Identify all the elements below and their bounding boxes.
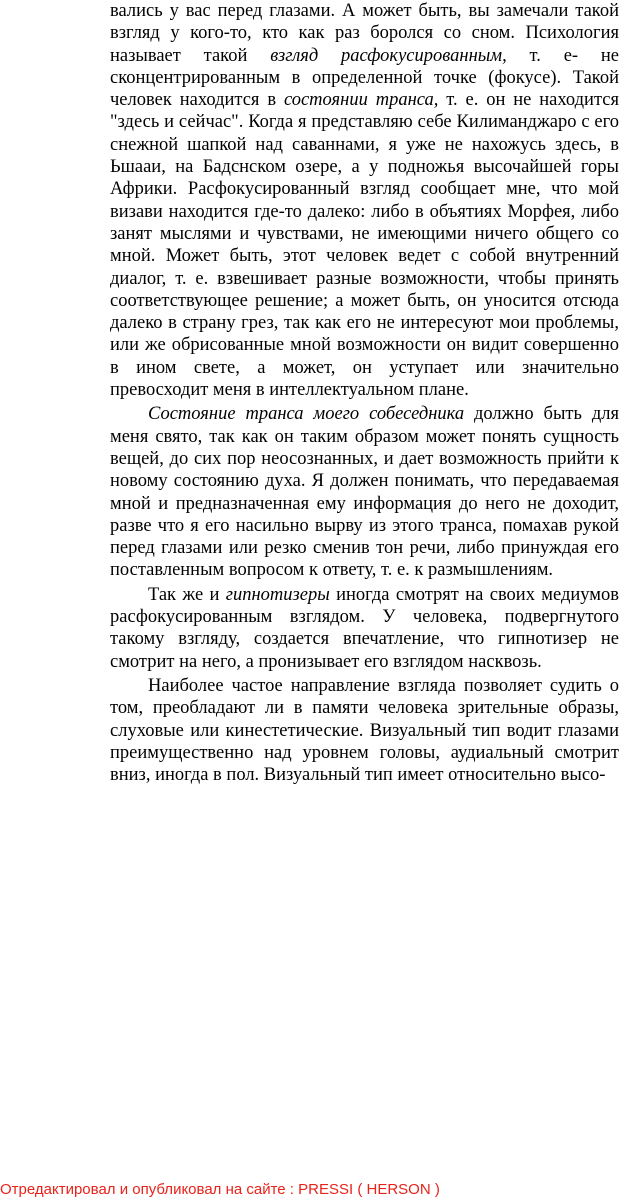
document-body: [110, 0, 619, 786]
text-run: т. е. он не находится "здесь и сейчас". Когда я представляю себе Килиманджаро с его снежной шапкой над саваннами, я уже не нахожусь здесь, в Ьшааи, на Бадснском озере, а у подножья высочайшей горы Африки. Расфокусированный взгляд сообщает мне, что мой визави находится где-то далеко: либо в объятиях Морфея, либо занят мыслями и чувствами, не имеющими ничего общего со мной. Может быть, этот человек ведет с собой внутренний диалог, т. е. взвешивает разные возможности, чтобы принять соответствующее решение; а может быть, он уносится отсюда далеко в страну грез, так как его не интересуют мои проблемы, или же обрисованные мной возможности он видит совершенно в ином свете, а может, он уступает или значительно превосходит меня в интеллектуальном плане.: [110, 90, 619, 401]
paragraph-2: [110, 403, 619, 581]
text-run: должно быть для меня свято, так как он таким образом может понять сущность вещей, до сих пор неосознанных, и дает возможность прийти к новому состоянию духа. Я должен понимать, что передаваемая мной и предназначенная ему информация до него не доходит, разве что я его насильно вырву из этого транса, помахав рукой перед глазами или резко сменив тон речи, либо принуждая его поставленным вопросом к ответу, т. е. к размышлениям.: [110, 404, 619, 581]
text-run: вались у вас перед глазами. А может быть, вы замечали такой взгляд у кого-то, кто как раз боролся со сном. Психология называет такой: [110, 1, 619, 66]
text-run: Наиболее частое направление взгляда позволяет судить о том, преобладают ли в памяти человека зрительные образы, слуховые или кинестетические. Визуальный тип водит глазами преимущественно над уровнем головы, аудиальный смотрит вниз, иногда в пол. Визуальный тип имеет относительно высо-: [110, 675, 619, 786]
italic-term: состоянии транса,: [283, 90, 439, 111]
footer-credit: Отредактировал и опубликовал на сайте : PRESSI ( HERSON ): [0, 1181, 440, 1198]
text-run: иногда смотрят на своих медиумов расфокусированным взглядом. У человека, подвергнутого такому взгляду, создается впечатление, что гипнотизер не смотрит на него, а пронизывает его взглядом насквозь.: [110, 584, 619, 672]
italic-term: взгляд расфокусированным,: [270, 45, 507, 66]
paragraph-3: [110, 584, 619, 673]
paragraph-4: [110, 675, 619, 786]
italic-term: гипнотизеры: [225, 584, 330, 605]
italic-term: Состояние транса моего собеседника: [148, 404, 465, 425]
text-run: Так же и: [148, 584, 226, 605]
paragraph-1: [110, 0, 619, 401]
text-run: т. е- не сконцентрированным в определенной точке (фокусе). Такой человек находится в: [110, 45, 619, 111]
